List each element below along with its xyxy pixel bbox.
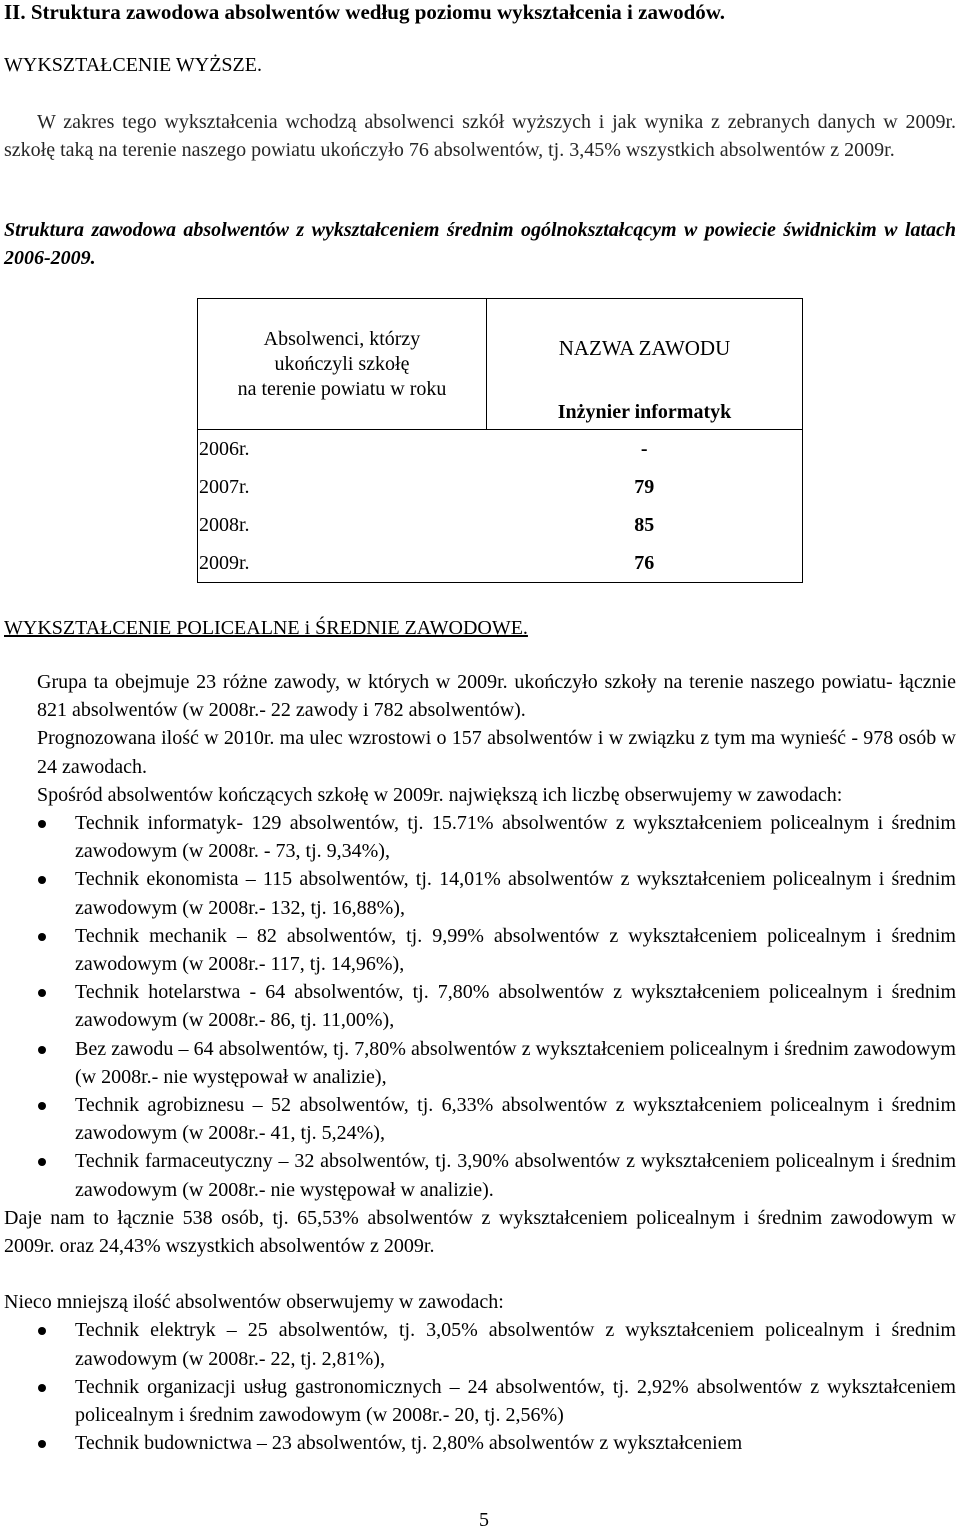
list-item — [4, 1035, 956, 1091]
header-left-line: na terenie powiatu w roku — [237, 377, 447, 400]
table-cell-value: 85 — [487, 506, 803, 544]
section-title-postsecondary: WYKSZTAŁCENIE POLICEALNE i ŚREDNIE ZAWODOWE. — [4, 617, 528, 639]
table-cell-year: 2007r. — [198, 468, 487, 506]
list-item-text: Technik budownictwa – 23 absolwentów, tj. 2,80% absolwentów z wykształceniem — [75, 1432, 743, 1455]
other-professions-list — [4, 1316, 956, 1457]
table-row — [198, 544, 803, 583]
list-item — [4, 1316, 956, 1372]
page-number: 5 — [479, 1509, 489, 1531]
paragraph: Nieco mniejszą ilość absolwentów obserwujemy w zawodach: — [4, 1291, 504, 1314]
list-item-text: Technik farmaceutyczny – 32 absolwentów, tj. 3,90% absolwentów z wykształceniem policealnym i średnim zawodowym (w 2008r.- nie występował w analizie). — [75, 1150, 956, 1201]
header-profession-name: Inżynier informatyk — [557, 401, 732, 423]
bullet-icon — [38, 1440, 46, 1448]
bullet-icon — [38, 1384, 46, 1392]
bullet-icon — [38, 876, 46, 884]
paragraph: Spośród absolwentów kończących szkołę w 2009r. największą ich liczbę obserwujemy w zawodach: — [37, 783, 843, 806]
bullet-icon — [38, 989, 46, 997]
list-item-text: Bez zawodu – 64 absolwentów, tj. 7,80% absolwentów z wykształceniem policealnym i średnim zawodowym (w 2008r.- nie występował w analizie), — [75, 1037, 956, 1088]
table-cell-year: 2008r. — [198, 506, 487, 544]
header-profession-title: NAZWA ZAWODU — [558, 336, 731, 360]
page-heading: II. Struktura zawodowa absolwentów według poziomu wykształcenia i zawodów. — [4, 0, 726, 24]
header-left-line: ukończyli szkołę — [274, 352, 410, 375]
list-item-text: Technik organizacji usług gastronomicznych – 24 absolwentów, tj. 2,92% absolwentów z wykształceniem policealnym i średnim zawodowym (w 2008r.- 20, tj. 2,56%) — [75, 1375, 956, 1427]
list-item — [4, 1147, 956, 1203]
list-item-text: Technik hotelarstwa - 64 absolwentów, tj. 7,80% absolwentów z wykształceniem policealnym i średnim zawodowym (w 2008r.- 86, tj. 11,00%), — [75, 981, 956, 1032]
table-cell-value: 79 — [487, 468, 803, 506]
list-item-text: Technik mechanik – 82 absolwentów, tj. 9,99% absolwentów z wykształceniem policealnym i średnim zawodowym (w 2008r.- 117, tj. 14,96%), — [75, 924, 956, 976]
header-left-line: Absolwenci, którzy — [263, 327, 421, 350]
list-item — [4, 1429, 956, 1457]
graduates-table — [197, 298, 803, 583]
table-header-right — [487, 299, 803, 430]
spacer — [4, 1260, 956, 1288]
postsecondary-body — [4, 668, 956, 1457]
intro-paragraph-text: W zakres tego wykształcenia wchodzą absolwenci szkół wyższych i jak wynika z zebranych danych w 2009r. szkołę taką na terenie naszego powiatu ukończyło 76 absolwentów, tj. 3,45% wszystkich absolwentów z 2009r. — [4, 111, 956, 161]
list-item-text: Technik agrobiznesu – 52 absolwentów, tj. 6,33% absolwentów z wykształceniem policealnym i średnim zawodowym (w 2008r.- 41, tj. 5,24%), — [75, 1094, 956, 1145]
table-cell-value: - — [487, 430, 803, 469]
section-title-higher: WYKSZTAŁCENIE WYŻSZE. — [4, 54, 262, 76]
structure-caption: Struktura zawodowa absolwentów z wykształceniem średnim ogólnokształcącym w powiecie świdnickim w latach 2006-2009. — [4, 219, 956, 269]
table-row — [198, 506, 803, 544]
intro-paragraph — [4, 108, 956, 164]
bullet-icon — [38, 1327, 46, 1335]
list-item — [4, 865, 956, 921]
table-cell-value: 76 — [487, 544, 803, 583]
table-row — [198, 430, 803, 469]
table-cell-year: 2006r. — [198, 430, 487, 469]
list-item-text: Technik informatyk- 129 absolwentów, tj. 15.71% absolwentów z wykształceniem policealnym i średnim zawodowym (w 2008r. - 73, tj. 9,34%), — [75, 812, 956, 863]
table-header-left — [198, 299, 487, 430]
bullet-icon — [38, 820, 46, 828]
table-row — [198, 468, 803, 506]
bullet-icon — [38, 1158, 46, 1166]
list-item — [4, 1091, 956, 1147]
list-item — [4, 922, 956, 978]
list-item — [4, 978, 956, 1034]
bullet-icon — [38, 1046, 46, 1054]
list-item-text: Technik elektryk – 25 absolwentów, tj. 3,05% absolwentów z wykształceniem policealnym i średnim zawodowym (w 2008r.- 22, tj. 2,81%), — [75, 1319, 956, 1370]
table-cell-year: 2009r. — [198, 544, 487, 583]
bullet-icon — [38, 933, 46, 941]
top-professions-list — [4, 809, 956, 1204]
paragraph: Grupa ta obejmuje 23 różne zawody, w których w 2009r. ukończyło szkoły na terenie naszego powiatu- łącznie 821 absolwentów (w 2008r.- 22 zawody i 782 absolwentów). — [37, 671, 956, 722]
bullet-icon — [38, 1102, 46, 1110]
list-item — [4, 1373, 956, 1429]
list-item-text: Technik ekonomista – 115 absolwentów, tj. 14,01% absolwentów z wykształceniem policealnym i średnim zawodowym (w 2008r.- 132, tj. 16,88%), — [75, 868, 956, 919]
summary-paragraph: Daje nam to łącznie 538 osób, tj. 65,53% absolwentów z wykształceniem policealnym i średnim zawodowym w 2009r. oraz 24,43% wszystkich absolwentów z 2009r. — [4, 1206, 956, 1258]
list-item — [4, 809, 956, 865]
table-header-row — [198, 299, 803, 430]
paragraph: Prognozowana ilość w 2010r. ma ulec wzrostowi o 157 absolwentów i w związku z tym ma wynieść - 978 osób w 24 zawodach. — [37, 727, 956, 778]
